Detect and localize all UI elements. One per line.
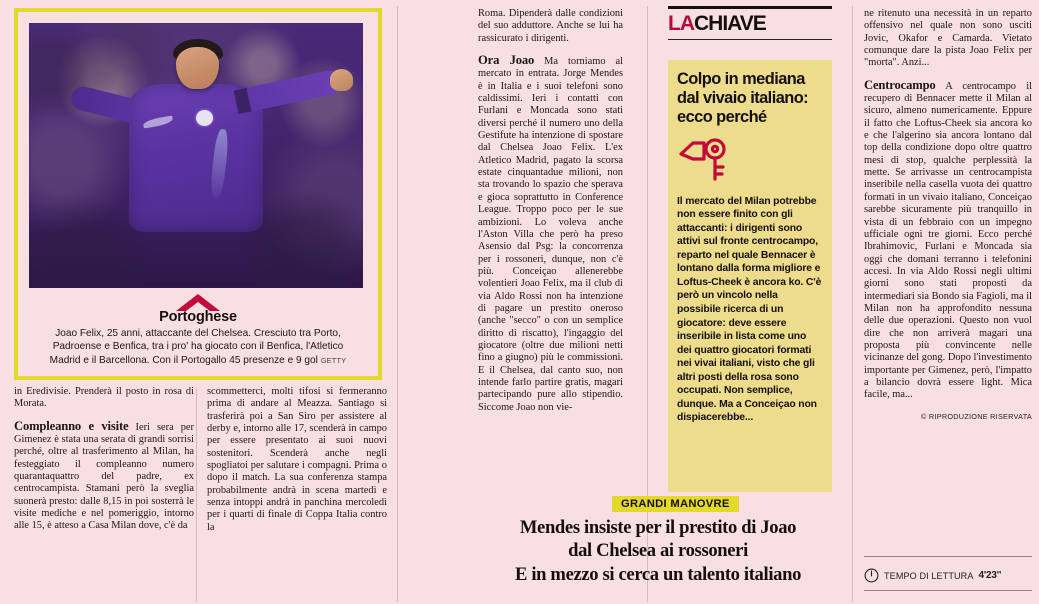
footer-rule-top [864, 556, 1032, 557]
column-divider [852, 6, 853, 602]
photo-hand [330, 69, 353, 90]
paragraph: scommetterci, molti tifosi si fermeranno prima di andare al Meazza. Santiago si trasferirà poi a San Siro per assistere al derby e, intorno alle 17, scenderà in campo per essere presentato ai suoi nuovi sostenitori. Scenderà anche negli spogliatoi per salutare i compagni. Prima o dopo il match. La sua conferenza stampa probabilmente andrà in scena martedì e senza intoppi andrà in panchina mercoledì per i quarti di finale di Coppa Italia contro la [207, 386, 387, 533]
paragraph-with-lead [864, 79, 1032, 402]
power-clock-icon [864, 568, 879, 583]
paragraph-lead-in: Compleanno e visite [14, 418, 129, 433]
la-chiave-brand [668, 9, 832, 37]
bottom-headline [478, 516, 838, 586]
photo-image [29, 23, 363, 288]
photo-caption-text: Joao Felix, 25 anni, attaccante del Chelsea. Cresciuto tra Porto, Padroense e Benfica, tra i pro' ha giocato con il Benfica, l'Atletico Madrid e il Barcellona. Con il Portogallo 45 presenze e 9 gol [49, 328, 344, 366]
photo-kicker: Portoghese [159, 309, 237, 325]
key-callout-box [668, 60, 832, 492]
article-column-2 [207, 386, 387, 534]
reading-time-value: 4'23'' [978, 570, 1002, 581]
photo-caption [42, 327, 354, 367]
paragraph: in Eredivisie. Prenderà il posto in rosa di Morata. [14, 386, 194, 410]
key-icon [679, 136, 823, 187]
copyright-notice: © RIPRODUZIONE RISERVATA [921, 411, 1032, 421]
brand-chiave: CHIAVE [694, 12, 766, 35]
la-chiave-header [668, 6, 832, 40]
rule-bottom [668, 39, 832, 40]
brand-la: LA [668, 12, 694, 35]
footer-rule-bottom [864, 590, 1032, 591]
reading-time [864, 568, 1032, 583]
photo-figure [14, 8, 382, 380]
paragraph: Roma. Dipenderà dalle condizioni del suo adduttore. Anche se lui ha rassicurato i dirigenti. [478, 8, 623, 44]
column-divider [647, 6, 648, 602]
paragraph-with-lead [478, 54, 623, 414]
article-column-1 [14, 386, 194, 533]
strap-badge: GRANDI MANOVRE [612, 496, 739, 512]
photo-club-badge [196, 110, 213, 126]
reading-time-label: TEMPO DI LETTURA [884, 570, 974, 581]
paragraph-body: Ma torniamo al mercato in entrata. Jorge Mendes è in Italia e i suoi telefoni sono caldissimi. Ieri i contatti con Furlani e Moncada sono stati diversi perché il numero uno della Gestifute ha intenzione di spostare dal Chelsea Joao Felix. L'ex Atletico Madrid, pagato la scorsa estate cinquantadue milioni, non sta trovando lo spazio che sperava e gioca soprattutto in Conference League. Troppo poco per le sue ambizioni. Lo voleva anche l'Aston Villa che però ha preso Asensio dal Psg: la concorrenza per i rossoneri, dunque, non c'è più. Conceiçao allenerebbe volentieri Joao Felix, ma il club di via Aldo Rossi non ha intenzione di pagare un prestito oneroso (anche "secco" o con un semplice diritto di riscatto), l'ingaggio del giocatore (oltre due milioni netti fino a giugno) più le commissioni. E il Chelsea, dal canto suo, non intende farlo partire gratis, magari partecipando pure allo stipendio. Siccome Joao non vie- [478, 56, 623, 413]
paragraph-body: Ieri sera per Gimenez è stata una serata di grandi sorrisi perché, oltre al trasferimento al Milan, ha festeggiato il compleanno numero quarantaquattro del padre, ex centrocampista. Stamani però la sveglia suonerà presto: dalle 8,15 in poi sosterrà le visite mediche e nel pomeriggio, intorno alle 15, è atteso a Casa Milan dove, c'è da [14, 421, 194, 532]
paragraph-lead-in: Ora Joao [478, 53, 535, 68]
key-box-body: Il mercato del Milan potrebbe non essere finito con gli attaccanti: i dirigenti sono attivi sul fronte centrocampo, reparto nel quale Bennacer è lontano dalla forma migliore e Loftus-Cheek è ancora ko. C'è però un vincolo nella possibile ricerca di un giocatore: deve essere inseribile in lista come uno dei quattro giocatori formati nei vivai italiani, visto che gli altri posti della rosa sono occupati. Non semplice, dunque. Ma a Conceiçao non dispiacerebbe... [677, 195, 822, 424]
column-divider [397, 6, 398, 602]
paragraph-lead-in: Centrocampo [864, 77, 936, 92]
paragraph-with-lead [14, 420, 194, 533]
headline-line-2: dal Chelsea ai rossoneri [568, 540, 748, 562]
headline-line-1: Mendes insiste per il prestito di Joao [519, 517, 797, 538]
article-column-5 [864, 8, 1032, 423]
key-box-headline: Colpo in mediana dal vivaio italiano: ecco perché [677, 70, 809, 127]
article-column-3 [478, 8, 623, 414]
paragraph: ne ritenuto una necessità in un reparto offensivo nel quale non sono usciti Jovic, Okafor e Camarda. Vietato comunque dare la pista Joao Felix per "morta". Anzi... [864, 8, 1032, 69]
headline-line-3: E in mezzo si cerca un talento italiano [514, 563, 802, 585]
photo-credit: GETTY [320, 355, 347, 365]
paragraph-body: A centrocampo il recupero di Bennacer mette il Milan al sicuro, almeno numericamente. Eppure il fatto che Loftus-Cheek sia ancora ko e che l'algerino sia ancora lontano dal top della condizione dopo oltre quattro mesi di stop, qualche perplessità la mette. Se arrivasse un centrocampista inseribile nella casella vuota dei quattro formati in un vivaio italiano, Conceiçao sarebbe sicuramente più tranquillo in vista di un febbraio con un impegno ufficiale ogni tre giorni. Ecco perché Ibrahimovic, Furlani e Moncada sia oggi che domani terranno i telefonini accesi. In via Aldo Rossi negli ultimi giorni sono stati proposti da intermediari sia Bondo sia Fagioli, ma il Milan non ha approfondito nessuna delle due operazioni. Questo non vuol dire che non arriverà magari una proposta più convincente nelle vicinanze del gong. Dopo l'investimento importante per Gimenez, però, l'impatto a bilancio dovrà essere light. Mica facile, ma... [864, 80, 1032, 401]
column-divider [196, 388, 197, 602]
